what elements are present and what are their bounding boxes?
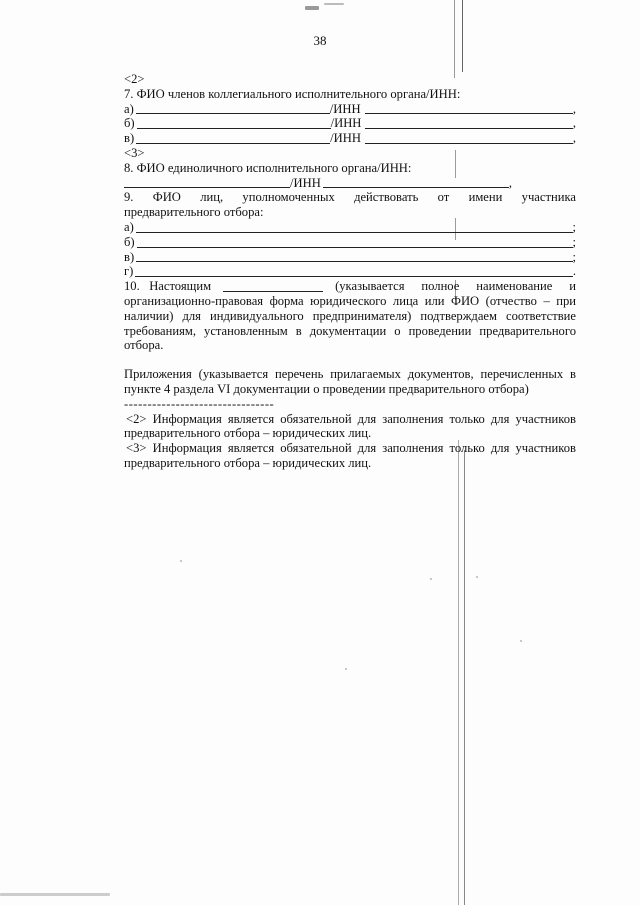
row-end: ; [572, 219, 576, 234]
scan-speck [476, 576, 478, 578]
row-label: а) [124, 101, 134, 116]
scan-artifact-line [464, 450, 465, 905]
item10-start: 10. Настоящим [124, 279, 212, 294]
scan-speck [0, 893, 110, 896]
scan-artifact-line [458, 440, 459, 905]
person-blank [136, 250, 572, 262]
scan-speck [430, 578, 432, 580]
name-blank [124, 176, 290, 188]
item8-row [124, 176, 512, 191]
inn-blank [365, 117, 572, 129]
org-name-blank [223, 280, 323, 292]
row-end: . [572, 264, 576, 279]
row-label: в) [124, 249, 135, 264]
footnote-mark: <2> [124, 72, 145, 86]
document-body [124, 72, 576, 471]
footnote-mark: <3> [124, 145, 145, 160]
scan-speck [180, 560, 182, 562]
person-blank [137, 236, 573, 248]
inn-blank [323, 176, 509, 188]
item9-row-c [124, 250, 576, 265]
scan-speck [305, 6, 319, 10]
inn-blank [365, 102, 573, 114]
name-blank [136, 132, 330, 144]
item8-title: 8. ФИО единоличного исполнительного органа/ИНН: [124, 160, 412, 175]
footnote-2: <2> Информация является обязательной для заполнения только для участников предварительного отбора – юридических лиц. [124, 411, 576, 441]
row-end: , [572, 131, 576, 146]
scan-speck [520, 640, 522, 642]
row-label: г) [124, 264, 134, 279]
item7-title: 7. ФИО членов коллегиального исполнительного органа/ИНН: [124, 86, 461, 101]
item7-row-c [124, 131, 576, 146]
item10-body: организационно-правовая форма юридического лица или ФИО (отчество – при наличии) для индивидуального предпринимателя) подтверждаем соответствие требованиям, установленным в документации о проведении предварительного отбора. [124, 293, 576, 353]
item9-title: 9. ФИО лиц, уполномоченных действовать от имени участника [124, 190, 576, 205]
person-blank [136, 221, 573, 233]
row-end: , [508, 175, 512, 190]
item9-row-d [124, 264, 576, 279]
item7-row-a [124, 102, 576, 117]
page-number: 38 [313, 33, 327, 48]
name-blank [136, 102, 330, 114]
item10-first-line-rest: (указывается полное наименование и [335, 279, 576, 294]
inn-label: /ИНН [330, 116, 362, 131]
inn-label: /ИНН [330, 131, 361, 146]
row-end: , [572, 101, 576, 116]
item9-row-a [124, 220, 576, 235]
row-label: б) [124, 234, 135, 249]
inn-blank [365, 132, 573, 144]
row-label: в) [124, 131, 135, 146]
item9-row-b [124, 235, 576, 250]
name-blank [137, 117, 331, 129]
item10-first-line [124, 279, 576, 294]
row-label: а) [124, 219, 134, 234]
row-end: ; [572, 249, 576, 264]
row-end: ; [572, 234, 576, 249]
footnote-separator: -------------------------------- [124, 396, 275, 411]
row-label: б) [124, 116, 135, 131]
attachments-text: Приложения (указывается перечень прилагаемых документов, перечисленных в пункте 4 раздела VI документации о проведении предварительного отбора) [124, 367, 576, 396]
item9-title-cont: предварительного отбора: [124, 205, 264, 220]
footnote-3: <3> Информация является обязательной для заполнения только для участников предварительного отбора – юридических лиц. [124, 441, 576, 470]
scan-speck [324, 3, 344, 5]
inn-label: /ИНН [329, 101, 361, 116]
inn-label: /ИНН [290, 175, 321, 190]
item7-row-b [124, 116, 576, 131]
scan-speck [345, 668, 347, 670]
row-end: , [572, 116, 576, 131]
person-blank [135, 265, 572, 277]
